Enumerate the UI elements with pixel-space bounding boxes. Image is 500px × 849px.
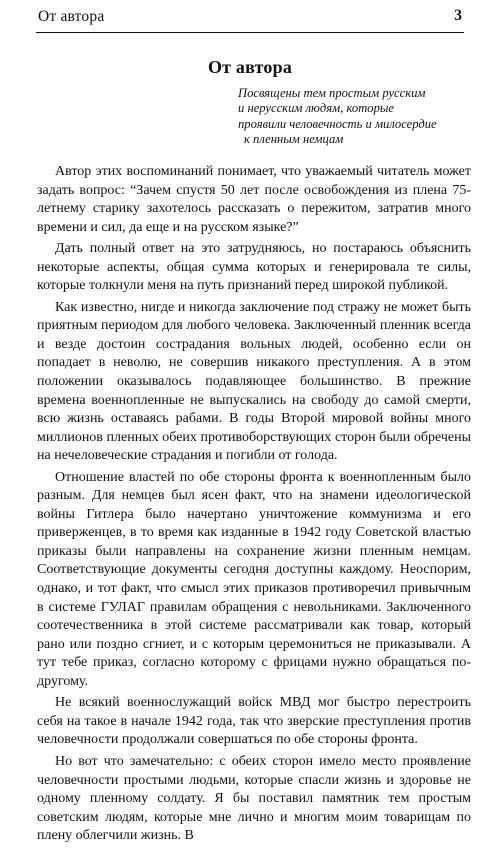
epigraph [238,86,478,148]
paragraph: Автор этих воспоминаний понимает, что уважаемый читатель может задать вопрос: “Зачем спустя 50 лет после освобождения из плена 75-летнему старику захотелось рассказать о пережитом, затратив много времени и сил, да еще и на русском языке?” [37,164,471,235]
paragraph: Отношение властей по обе стороны фронта к военнопленным было разным. Для немцев был ясен факт, что на знамени идеологической войны Гитлера было начертано уничтожение коммунизма и его приверженцев, в то время как изданные в 1942 году Советской властью приказы были направлены на сохранение жизни пленным немцам. Соответствующие документы сегодня доступны каждому. Неоспорим, однако, и тот факт, что смысл этих приказов противоречил привычным в системе ГУЛАГ правилам обращения с невольниками. Заключенного соотечественника в этой системе рассматривали как товар, который рано или поздно сгниет, и с которым церемониться не приказывали. А тут тебе приказ, согласно которому с фрицами нужно обращаться по-другому. [37,469,471,689]
body-text [37,163,471,849]
paragraph: Не всякий военнослужащий войск МВД мог быстро перестроить себя на такое в начале 1942 года, так что зверские преступления против человечности продолжали совершаться по обе стороны фронта. [37,695,471,748]
paragraph: Дать полный ответ на это затрудняюсь, но постараюсь объяснить некоторые аспекты, общая сумма которых и генерировала те силы, которые толкнули меня на путь признаний перед широкой публикой. [37,241,471,294]
epigraph-line: к пленным немцам [244,132,344,147]
epigraph-line: и нерусским людям, которые [238,101,395,116]
paragraph: Как известно, нигде и никогда заключение под стражу не может быть приятным периодом для любого человека. Заключенный пленник всегда и везде достоин сострадания вольных людей, особенно если он попадает в неволю, не совершив никакого преступления. А в этом положении оказывалось подавляющее большинство. В прежние времена военнопленные не выпускались на свободу до самой смерти, всю жизнь оставаясь рабами. В годы Второй мировой войны много миллионов пленных обеих противоборствующих сторон были обречены на нечеловеческие страдания и погибли от голода. [37,299,471,464]
running-header [36,6,464,33]
epigraph-line: проявили человечность и милосердие [238,116,437,131]
running-header-title: От автора [38,8,105,25]
chapter-title: От автора [207,57,293,77]
paragraph: Но вот что замечательно: с обеих сторон имело место проявление человечности простыми людьми, которые спасли жизнь и здоровье не одному пленному солдату. Я бы поставил памятник тем простым советским людям, которые мне лично и многим моим товарищам по плену облегчили жизнь. В [37,753,471,844]
page-number: 3 [454,7,462,24]
epigraph-line: Посвящены тем простым русским [238,86,426,100]
